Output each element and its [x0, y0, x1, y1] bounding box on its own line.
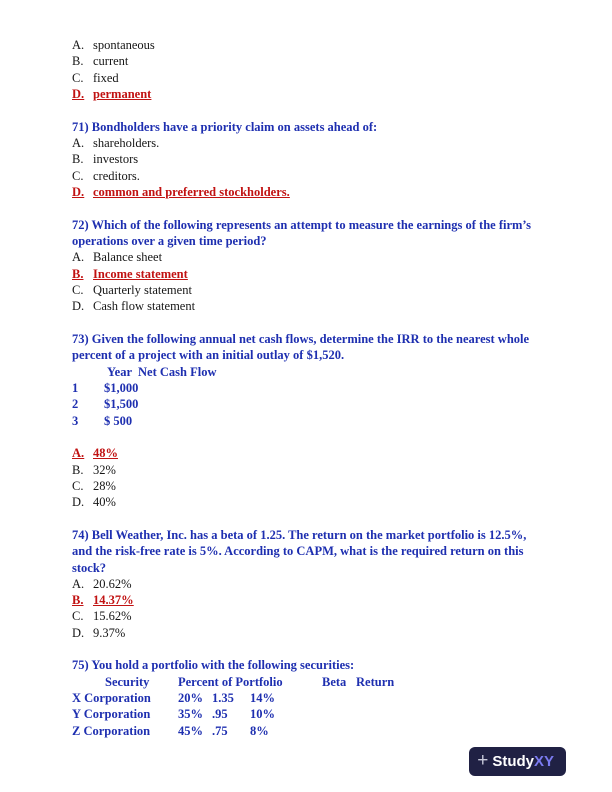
- studyxy-logo: [469, 747, 566, 776]
- option-text: spontaneous: [93, 38, 155, 52]
- answer-option: [72, 151, 540, 167]
- table-cell: 10%: [250, 707, 275, 722]
- option-text: Balance sheet: [93, 250, 163, 265]
- option-text: 48%: [93, 446, 118, 461]
- question-text: 75) You hold a portfolio with the following securities:: [72, 658, 355, 673]
- table-cell: Percent of Portfolio: [178, 674, 283, 689]
- cashflow-table-row: [72, 396, 540, 412]
- answer-option-correct: [72, 266, 540, 282]
- table-cell: 20%: [178, 691, 203, 706]
- table-cell: 35%: [178, 707, 203, 722]
- option-text: common and preferred stockholders.: [93, 184, 290, 199]
- plus-icon: +: [477, 750, 489, 771]
- option-text: Income statement: [93, 266, 188, 281]
- option-label: A.: [72, 576, 85, 591]
- option-text: 32%: [93, 462, 116, 477]
- blank-line: [72, 641, 540, 657]
- answer-option-correct: [72, 86, 540, 102]
- option-label: B.: [72, 152, 84, 167]
- answer-option-correct: [72, 184, 540, 200]
- option-label: C.: [72, 478, 84, 493]
- answer-option: [72, 462, 540, 478]
- answer-option-correct: [72, 592, 540, 608]
- answer-option: [72, 608, 540, 624]
- option-text: 40%: [93, 495, 116, 510]
- option-label: A.: [72, 446, 85, 461]
- cashflow-table-row: [72, 364, 540, 380]
- blank-line: [72, 315, 540, 331]
- cashflow-table-row: [72, 413, 540, 429]
- question-text: 72) Which of the following represents an attempt to measure the earnings of the firm’s operations over a given time period?: [72, 217, 531, 248]
- option-label: C.: [72, 70, 84, 85]
- option-text: current: [93, 54, 129, 69]
- table-cell: 8%: [250, 723, 269, 738]
- option-label: A.: [72, 250, 85, 265]
- option-label: D.: [72, 184, 85, 199]
- table-cell: $1,500: [104, 397, 139, 412]
- table-cell: $1,000: [104, 380, 139, 395]
- table-cell: Z Corporation: [72, 723, 151, 738]
- table-cell: 14%: [250, 691, 275, 706]
- option-label: A.: [72, 135, 85, 150]
- option-label: D.: [72, 495, 85, 510]
- option-text: 15.62%: [93, 609, 132, 624]
- option-text: shareholders.: [93, 135, 160, 150]
- option-label: C.: [72, 282, 84, 297]
- option-text: Quarterly statement: [93, 282, 192, 297]
- answer-option: [72, 37, 540, 53]
- table-cell: Beta: [322, 674, 347, 689]
- logo-text-study: Study: [492, 753, 534, 770]
- document-content: [72, 37, 540, 739]
- blank-line: [72, 200, 540, 216]
- option-label: C.: [72, 168, 84, 183]
- table-cell: .95: [212, 707, 228, 722]
- option-label: B.: [72, 54, 84, 69]
- portfolio-table-row: [72, 674, 540, 690]
- cashflow-table-row: [72, 380, 540, 396]
- blank-line: [72, 429, 540, 445]
- answer-option: [72, 625, 540, 641]
- option-label: B.: [72, 593, 84, 608]
- option-text: Cash flow statement: [93, 299, 196, 314]
- option-text: 9.37%: [93, 625, 126, 640]
- option-text: creditors.: [93, 168, 140, 183]
- option-label: D.: [72, 625, 85, 640]
- table-cell: Y Corporation: [72, 707, 151, 722]
- option-text: fixed: [93, 70, 119, 85]
- option-label: D.: [72, 86, 85, 101]
- option-label: B.: [72, 462, 84, 477]
- answer-option: [72, 168, 540, 184]
- table-cell: $ 500: [104, 413, 133, 428]
- blank-line: [72, 511, 540, 527]
- table-cell: X Corporation: [72, 691, 151, 706]
- option-text: permanent: [93, 86, 152, 101]
- table-cell: 2: [72, 397, 79, 412]
- portfolio-table-row: [72, 706, 540, 722]
- table-cell: Security: [105, 674, 150, 689]
- answer-option: [72, 249, 540, 265]
- portfolio-table-row: [72, 723, 540, 739]
- question-text: 74) Bell Weather, Inc. has a beta of 1.25. The return on the market portfolio is 12.5%, and the risk-free rate is 5%. According to CAPM, what is the required return on this stock?: [72, 527, 527, 575]
- option-text: investors: [93, 152, 139, 167]
- table-cell: 1.35: [212, 691, 234, 706]
- table-cell: Return: [356, 674, 395, 689]
- option-text: 14.37%: [93, 593, 134, 608]
- table-cell: Year: [107, 364, 132, 379]
- answer-option: [72, 135, 540, 151]
- table-cell: Net Cash Flow: [138, 364, 217, 379]
- option-label: A.: [72, 38, 85, 52]
- table-cell: 3: [72, 413, 79, 428]
- option-label: D.: [72, 299, 85, 314]
- table-cell: .75: [212, 723, 228, 738]
- answer-option: [72, 282, 540, 298]
- answer-option: [72, 478, 540, 494]
- answer-option-correct: [72, 445, 540, 461]
- option-text: 20.62%: [93, 576, 132, 591]
- option-label: B.: [72, 266, 84, 281]
- answer-option: [72, 576, 540, 592]
- question-text: 73) Given the following annual net cash flows, determine the IRR to the nearest whole percent of a project with an initial outlay of $1,520.: [72, 331, 530, 363]
- answer-option: [72, 70, 540, 86]
- portfolio-table-row: [72, 690, 540, 706]
- table-cell: 1: [72, 380, 79, 395]
- answer-option: [72, 53, 540, 69]
- option-text: 28%: [93, 478, 116, 493]
- table-cell: 45%: [178, 723, 203, 738]
- blank-line: [72, 102, 540, 118]
- logo-text-xy: XY: [533, 753, 554, 770]
- answer-option: [72, 494, 540, 510]
- question-text: 71) Bondholders have a priority claim on assets ahead of:: [72, 119, 378, 134]
- option-label: C.: [72, 609, 84, 624]
- answer-option: [72, 298, 540, 314]
